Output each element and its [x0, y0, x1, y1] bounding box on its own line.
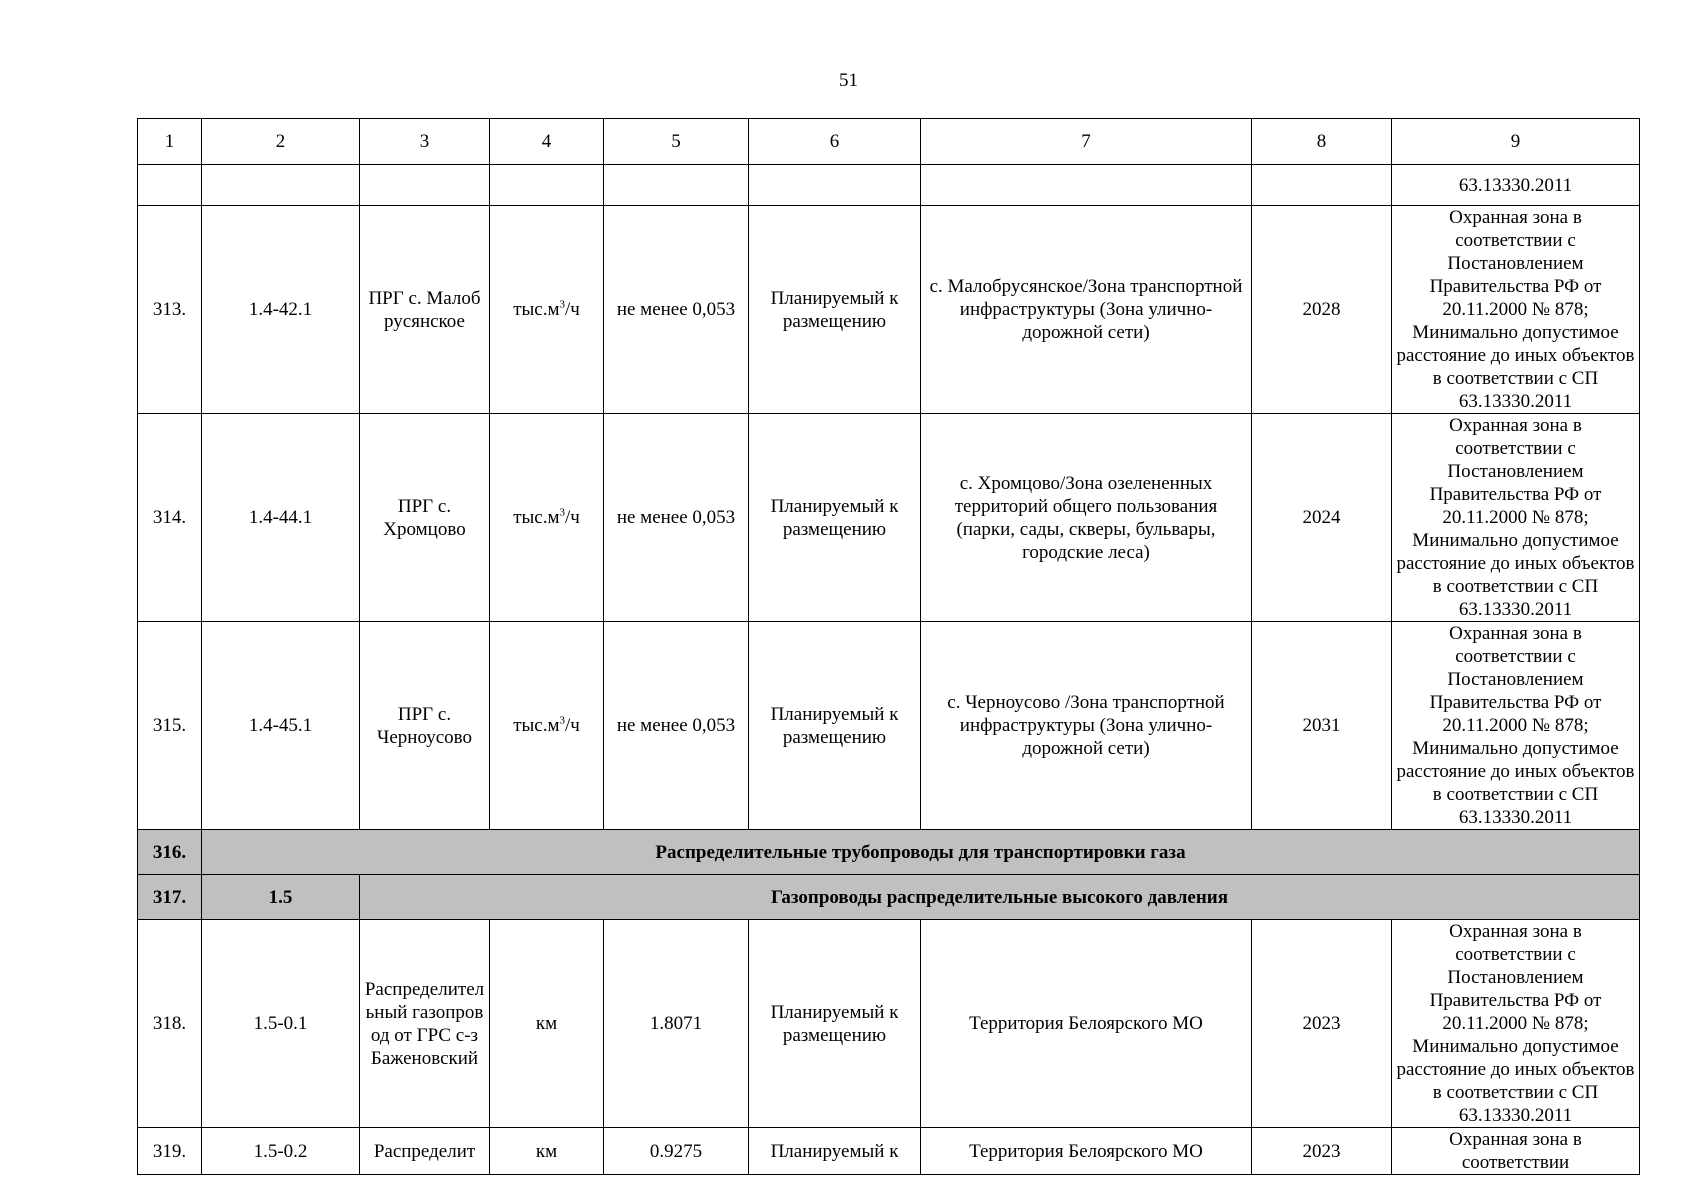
table-row: [138, 622, 1640, 830]
object-code: 1.4-42.1: [202, 206, 360, 414]
row-number: 318.: [138, 920, 202, 1128]
table-row: [138, 206, 1640, 414]
year: 2028: [1252, 206, 1392, 414]
year: 2023: [1252, 1128, 1392, 1175]
table-row: [138, 1128, 1640, 1175]
continuation-note: 63.13330.2011: [1392, 165, 1640, 206]
column-number: 8: [1252, 119, 1392, 165]
location-text: Территория Белоярского МО: [921, 1128, 1252, 1175]
object-code: 1.5-0.2: [202, 1128, 360, 1175]
zone-note: Охранная зона в соответствии: [1392, 1128, 1640, 1175]
year: 2024: [1252, 414, 1392, 622]
status-text: Планируемый к: [749, 1128, 921, 1175]
column-number: 3: [360, 119, 490, 165]
object-code: 1.5-0.1: [202, 920, 360, 1128]
empty-cell: [604, 165, 749, 206]
object-name: ПРГ с. Хромцово: [360, 414, 490, 622]
unit-superscript: 3: [559, 506, 565, 519]
status-text: Планируемый к размещению: [749, 206, 921, 414]
unit-cell: [490, 622, 604, 830]
location-text: с. Черноусово /Зона транспортной инфраструктуры (Зона улично-дорожной сети): [921, 622, 1252, 830]
object-name: Распределит: [360, 1128, 490, 1175]
year: 2031: [1252, 622, 1392, 830]
column-number-header-row: [138, 119, 1640, 165]
column-number: 5: [604, 119, 749, 165]
empty-cell: [921, 165, 1252, 206]
row-number: 317.: [138, 875, 202, 920]
column-number: 9: [1392, 119, 1640, 165]
column-number: 4: [490, 119, 604, 165]
zone-note: Охранная зона в соответствии с Постановлением Правительства РФ от 20.11.2000 № 878; Минимально допустимое расстояние до иных объектов в соответствии с СП 63.13330.2011: [1392, 206, 1640, 414]
empty-cell: [202, 165, 360, 206]
unit-superscript: 3: [559, 714, 565, 727]
capacity-value: не менее 0,053: [604, 414, 749, 622]
location-text: Территория Белоярского МО: [921, 920, 1252, 1128]
empty-cell: [490, 165, 604, 206]
planning-table: [137, 118, 1640, 1175]
table-row: [138, 920, 1640, 1128]
zone-note: Охранная зона в соответствии с Постановлением Правительства РФ от 20.11.2000 № 878; Минимально допустимое расстояние до иных объектов в соответствии с СП 63.13330.2011: [1392, 414, 1640, 622]
column-number: 6: [749, 119, 921, 165]
unit-cell: км: [490, 920, 604, 1128]
empty-cell: [360, 165, 490, 206]
zone-note: Охранная зона в соответствии с Постановлением Правительства РФ от 20.11.2000 № 878; Минимально допустимое расстояние до иных объектов в соответствии с СП 63.13330.2011: [1392, 920, 1640, 1128]
year: 2023: [1252, 920, 1392, 1128]
empty-cell: [1252, 165, 1392, 206]
object-name: ПРГ с. Черноусово: [360, 622, 490, 830]
row-number: 316.: [138, 830, 202, 875]
column-number: 1: [138, 119, 202, 165]
object-code: 1.4-44.1: [202, 414, 360, 622]
page-number: 51: [839, 70, 858, 91]
object-code: 1.4-45.1: [202, 622, 360, 830]
row-number: 319.: [138, 1128, 202, 1175]
row-number: 315.: [138, 622, 202, 830]
unit-tail: /ч: [564, 299, 580, 320]
unit-cell: [490, 206, 604, 414]
zone-note: Охранная зона в соответствии с Постановлением Правительства РФ от 20.11.2000 № 878; Минимально допустимое расстояние до иных объектов в соответствии с СП 63.13330.2011: [1392, 622, 1640, 830]
capacity-value: не менее 0,053: [604, 206, 749, 414]
section-row: [138, 830, 1640, 875]
unit-superscript: 3: [559, 298, 565, 311]
unit-cell: [490, 414, 604, 622]
status-text: Планируемый к размещению: [749, 920, 921, 1128]
column-number: 2: [202, 119, 360, 165]
continuation-row: [138, 165, 1640, 206]
column-number: 7: [921, 119, 1252, 165]
length-value: 0.9275: [604, 1128, 749, 1175]
unit-cell: км: [490, 1128, 604, 1175]
unit-base: тыс.м: [513, 715, 560, 736]
subsection-row: [138, 875, 1640, 920]
unit-tail: /ч: [564, 507, 580, 528]
length-value: 1.8071: [604, 920, 749, 1128]
empty-cell: [749, 165, 921, 206]
location-text: с. Малобрусянское/Зона транспортной инфраструктуры (Зона улично-дорожной сети): [921, 206, 1252, 414]
row-number: 313.: [138, 206, 202, 414]
row-number: 314.: [138, 414, 202, 622]
unit-base: тыс.м: [513, 299, 560, 320]
location-text: с. Хромцово/Зона озелененных территорий общего пользования (парки, сады, скверы, бульвары, городские леса): [921, 414, 1252, 622]
section-code: 1.5: [202, 875, 360, 920]
unit-tail: /ч: [564, 715, 580, 736]
status-text: Планируемый к размещению: [749, 622, 921, 830]
status-text: Планируемый к размещению: [749, 414, 921, 622]
unit-base: тыс.м: [513, 507, 560, 528]
object-name: Распределительный газопровод от ГРС с-з Баженовский: [360, 920, 490, 1128]
object-name: ПРГ с. Малобрусянское: [360, 206, 490, 414]
capacity-value: не менее 0,053: [604, 622, 749, 830]
subsection-title: Газопроводы распределительные высокого давления: [360, 875, 1640, 920]
section-title: Распределительные трубопроводы для транспортировки газа: [202, 830, 1640, 875]
empty-cell: [138, 165, 202, 206]
table-row: [138, 414, 1640, 622]
